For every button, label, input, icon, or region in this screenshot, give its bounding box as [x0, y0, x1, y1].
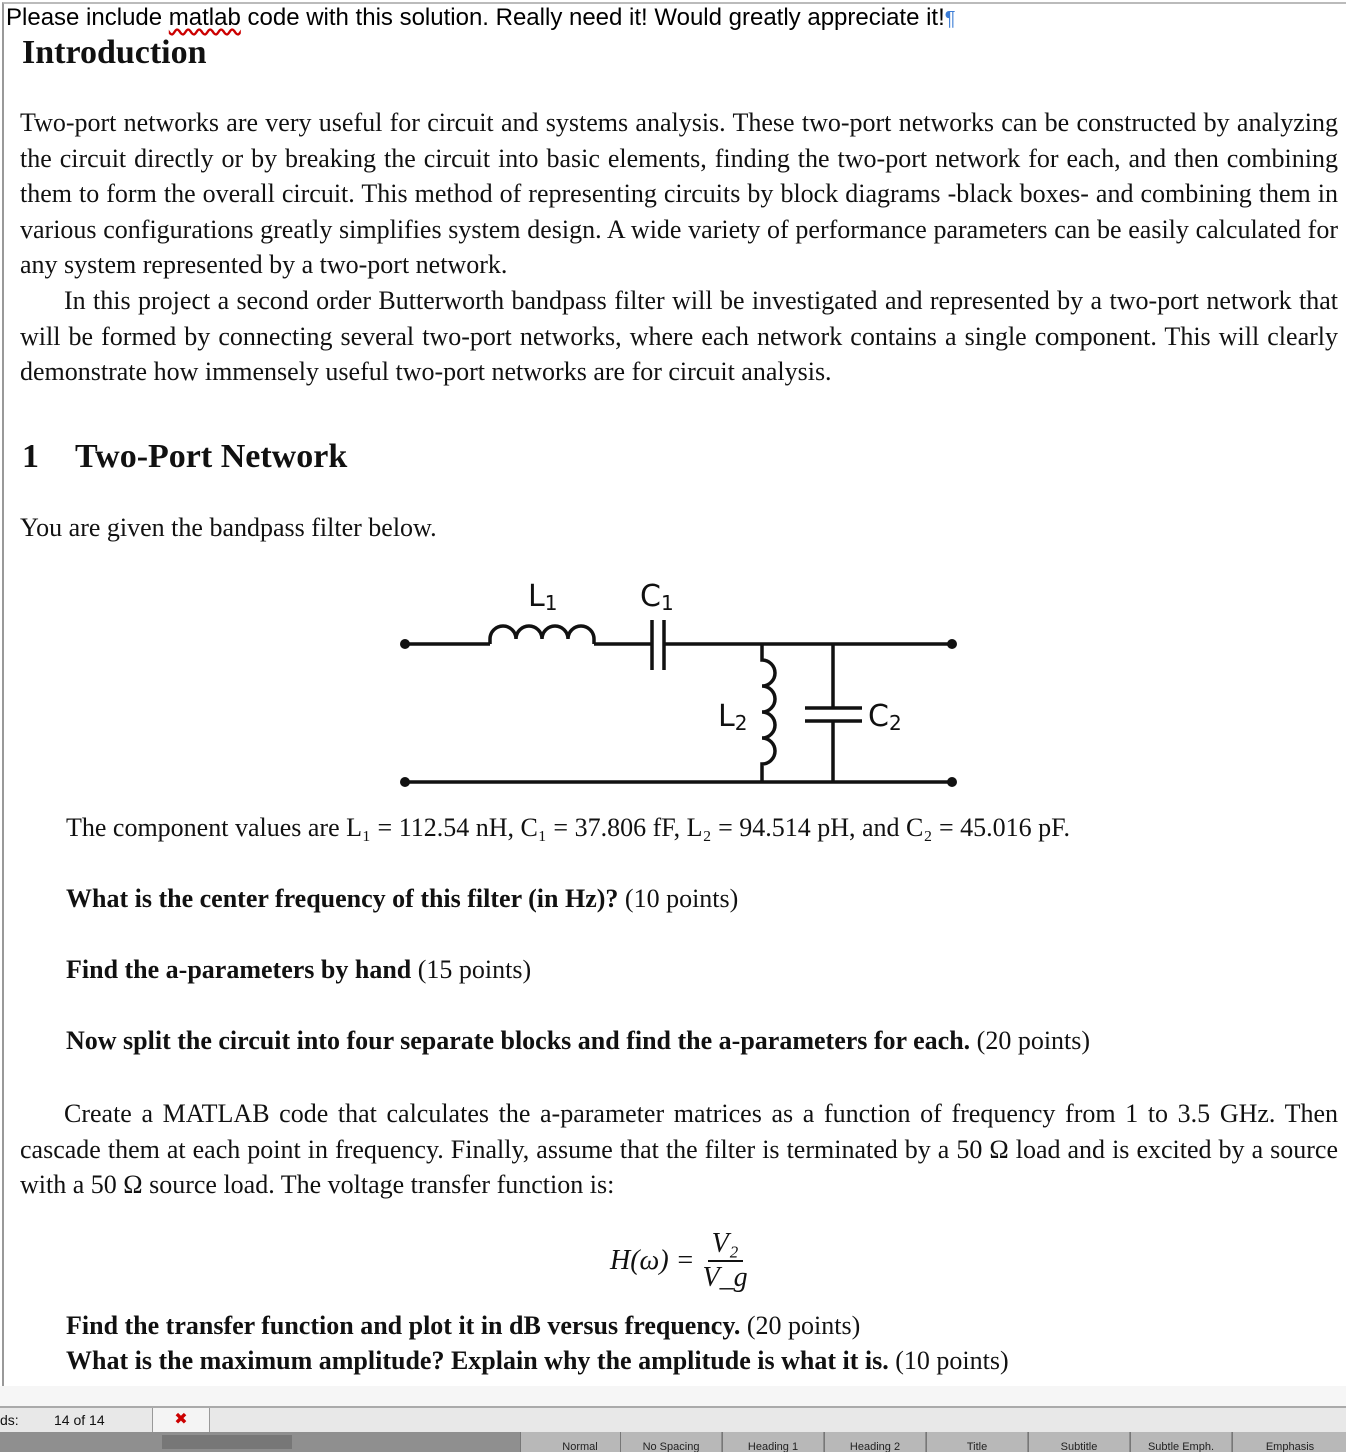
status-label: ds: [0, 1412, 19, 1428]
scroll-area[interactable] [0, 1386, 1346, 1408]
style-subtitle[interactable]: Subtitle [1028, 1432, 1129, 1452]
request-note[interactable] [6, 4, 956, 32]
intro-paragraph-1: Two-port networks are very useful for circuit and systems analysis. These two-port networks can be constructed by analyzing the circuit directly or by breaking the circuit into basic elements, finding the two-port network for each, and then combining them to form the overall circuit. This method of representing circuits by block diagrams -black boxes- and combining them in various configurations greatly simplifies system design. A wide variety of performance parameters can be easily calculated for any system represented by a two-port network. [20, 108, 1338, 279]
style-title[interactable]: Title [926, 1432, 1027, 1452]
label-l1: L1 [528, 579, 558, 615]
section-title: Two-Port Network [75, 438, 348, 475]
label-c1: C1 [640, 579, 674, 615]
page-count: 14 of 14 [54, 1412, 105, 1428]
note-text: Please include [6, 4, 169, 31]
spellcheck-book-icon[interactable]: ✖ [152, 1408, 210, 1432]
label-l2: L2 [718, 699, 748, 735]
equation-denominator: V_g [702, 1262, 748, 1293]
style-normal[interactable]: Normal [520, 1432, 639, 1452]
note-text: code with this solution. Really need it! Would greatly appreciate it! [240, 4, 945, 31]
question-5: What is the maximum amplitude? Explain why the amplitude is what it is. (10 points) [66, 1346, 1009, 1375]
intro-paragraph-2: In this project a second order Butterworth bandpass filter will be investigated and represented by a two-port network that will be formed by connecting several two-port networks, where each network contains a single component. This will clearly demonstrate how immensely useful two-port networks are for circuit analysis. [20, 286, 1338, 386]
section-lead: You are given the bandpass filter below. [20, 513, 437, 542]
formatting-toolbar [0, 1432, 1346, 1452]
question-1: What is the center frequency of this filter (in Hz)? (10 points) [66, 884, 739, 913]
question-4: Find the transfer function and plot it in dB versus frequency. (20 points) [66, 1311, 861, 1340]
style-heading-1[interactable]: Heading 1 [722, 1432, 823, 1452]
question-3: Now split the circuit into four separate blocks and find the a-parameters for each. (20 points) [66, 1026, 1091, 1055]
label-c2: C2 [868, 699, 902, 735]
component-values: The component values are L₁ = 112.54 nH, C₁ = 37.806 fF, L₂ = 94.514 pH, and C₂ = 45.016 pF. [66, 813, 1071, 842]
transfer-equation [610, 1228, 748, 1294]
matlab-paragraph: Create a MATLAB code that calculates the a-parameter matrices as a function of frequency from 1 to 3.5 GHz. Then cascade them at each point in frequency. Finally, assume that the filter is terminated by a 50 Ω load and is excited by a source with a 50 Ω source load. The voltage transfer function is: [20, 1099, 1338, 1199]
style-no-spacing[interactable]: No Spacing [620, 1432, 721, 1452]
alignment-buttons[interactable] [162, 1435, 292, 1449]
question-2: Find the a-parameters by hand (15 points) [66, 955, 532, 984]
style-subtle-emphasis[interactable]: Subtle Emph. [1130, 1432, 1231, 1452]
misspelled-word[interactable]: matlab [168, 4, 241, 31]
equation-numerator: V₂ [708, 1228, 743, 1262]
pilcrow-mark: ¶ [944, 8, 956, 30]
style-emphasis[interactable]: Emphasis [1232, 1432, 1346, 1452]
style-heading-2[interactable]: Heading 2 [824, 1432, 925, 1452]
status-bar [0, 1386, 1346, 1452]
page-info-bar [0, 1408, 1346, 1432]
equation-lhs: H(ω) = [610, 1245, 695, 1276]
intro-heading: Introduction [22, 34, 207, 71]
section-number: 1 [22, 438, 39, 475]
section-heading [22, 438, 347, 476]
